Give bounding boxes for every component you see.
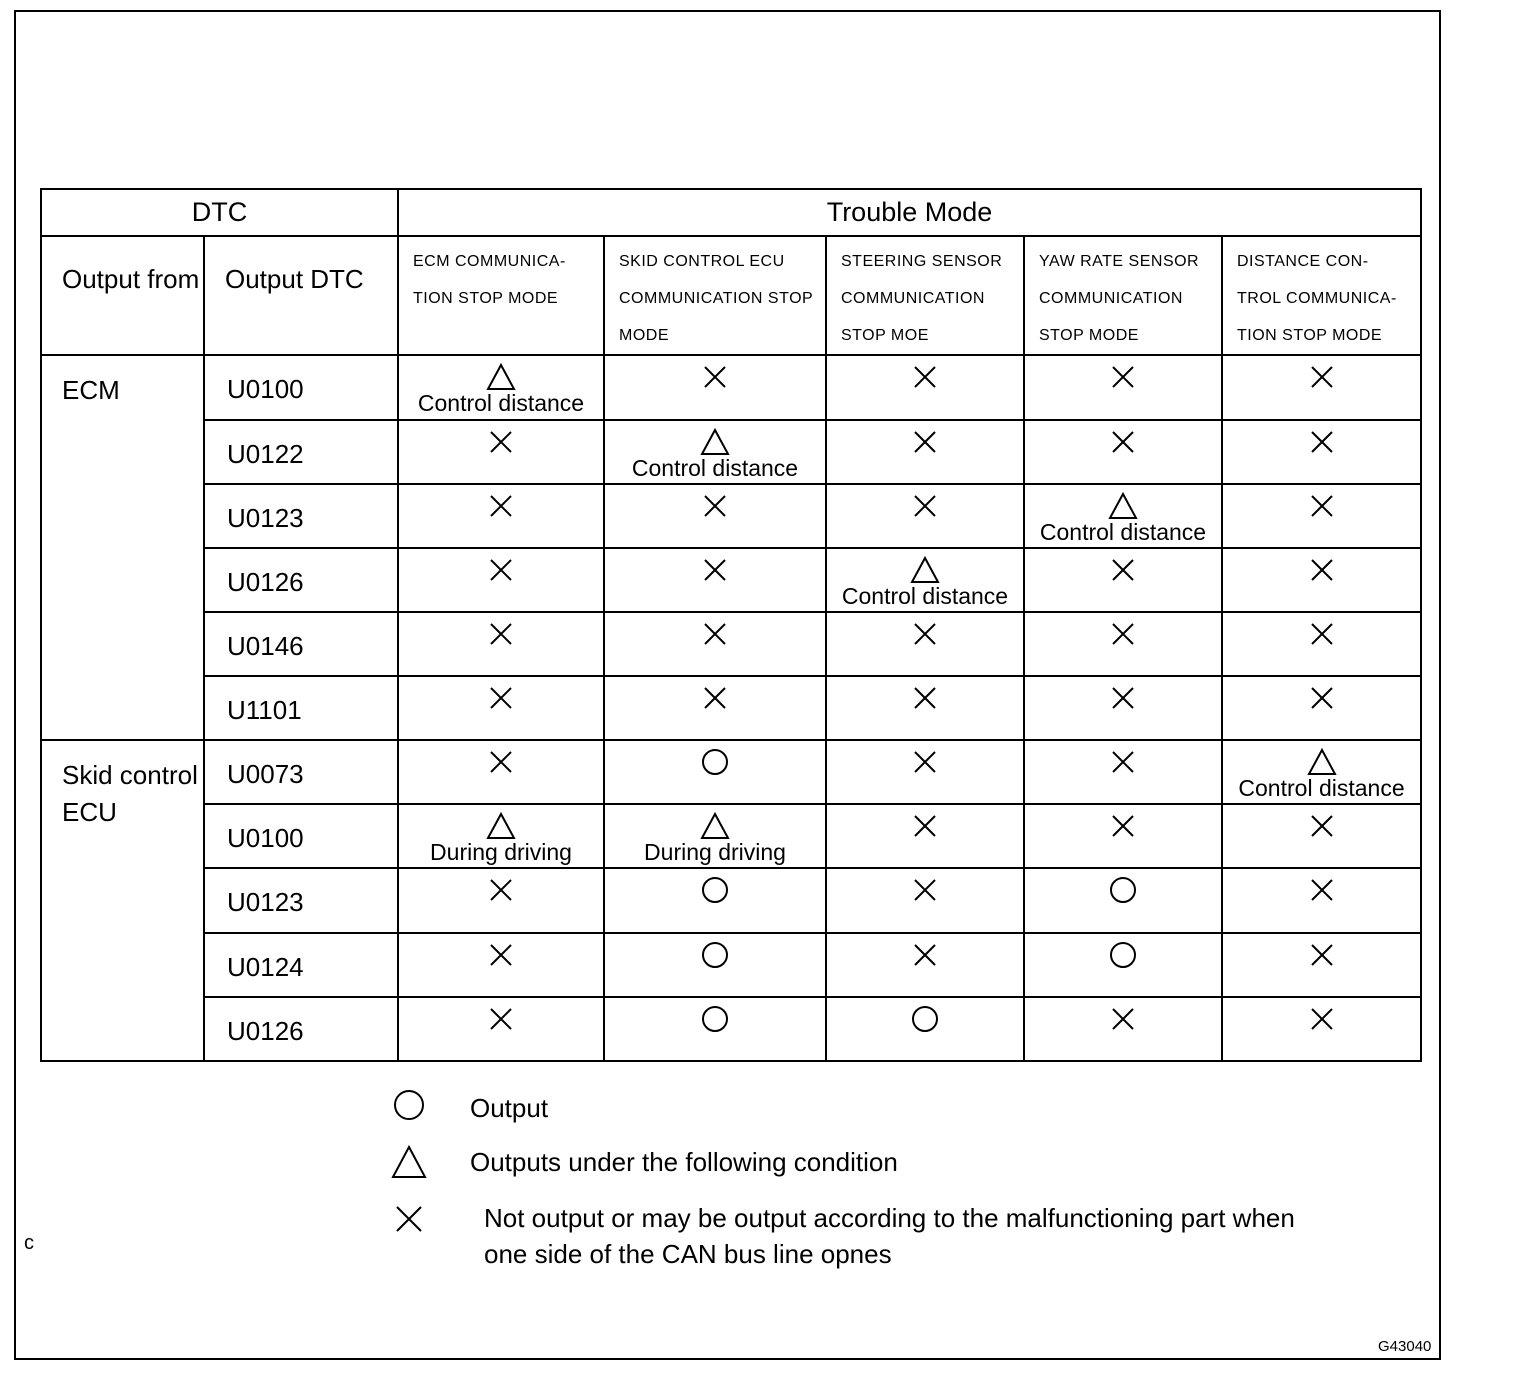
- cross-icon: [910, 683, 940, 713]
- triangle-icon: [486, 811, 516, 841]
- cross-icon: [390, 1200, 428, 1238]
- figure-id: G43040: [1378, 1338, 1432, 1355]
- dtc-code-cell: U0124: [204, 933, 398, 997]
- cross-icon: [700, 619, 730, 649]
- mode-result-cell: [398, 484, 604, 548]
- output-from-cell: Skid control ECU: [41, 740, 204, 1061]
- condition-note: Control distance: [1238, 775, 1405, 802]
- mode-result-cell: [1222, 484, 1421, 548]
- circle-icon: [700, 1004, 730, 1034]
- triangle-icon: [486, 362, 516, 392]
- condition-note: Control distance: [631, 454, 799, 481]
- mode-result-cell: [398, 355, 604, 419]
- cross-icon: [1307, 875, 1337, 905]
- cross-icon: [910, 747, 940, 777]
- circle-icon: [1108, 875, 1138, 905]
- mode-result-cell: [398, 804, 604, 868]
- output-from-cell: ECM: [41, 355, 204, 740]
- mode-result-cell: [604, 997, 826, 1061]
- table-row: [41, 355, 1421, 419]
- dtc-code-cell: U0122: [204, 420, 398, 484]
- cross-icon: [1108, 619, 1138, 649]
- mode-result-cell: [398, 933, 604, 997]
- mode-result-cell: [1222, 868, 1421, 932]
- mode-result-cell: [826, 997, 1024, 1061]
- triangle-icon: [1307, 747, 1337, 777]
- mode-result-cell: [1222, 676, 1421, 740]
- mode-result-cell: [604, 355, 826, 419]
- mode-result-cell: [826, 868, 1024, 932]
- dtc-code-cell: U0073: [204, 740, 398, 804]
- cross-icon: [1307, 491, 1337, 521]
- mode-result-cell: [1024, 484, 1222, 548]
- cross-icon: [486, 940, 516, 970]
- mode-result-cell: [604, 484, 826, 548]
- mode-heading-distance-control: DISTANCE CON-TROL COMMUNICA-TION STOP MODE: [1222, 236, 1421, 355]
- dtc-code-cell: U0123: [204, 484, 398, 548]
- mode-result-cell: [604, 548, 826, 612]
- mode-result-cell: [604, 804, 826, 868]
- dtc-trouble-mode-table: [40, 188, 1422, 1062]
- table-row: [41, 420, 1421, 484]
- legend-not-output-line1: Not output or may be output according to the malfunctioning part when: [484, 1203, 1295, 1233]
- cross-icon: [486, 619, 516, 649]
- table-row: [41, 676, 1421, 740]
- cross-icon: [486, 427, 516, 457]
- mode-heading-ecm: ECM COMMUNICA-TION STOP MODE: [398, 236, 604, 355]
- cross-icon: [1108, 747, 1138, 777]
- cross-icon: [700, 491, 730, 521]
- mode-heading-yaw-rate-sensor: YAW RATE SENSOR COMMUNICATION STOP MODE: [1024, 236, 1222, 355]
- table-row: [41, 804, 1421, 868]
- mode-result-cell: [1024, 612, 1222, 676]
- cross-icon: [1108, 683, 1138, 713]
- mode-result-cell: [826, 355, 1024, 419]
- triangle-icon: [700, 811, 730, 841]
- triangle-icon: [910, 555, 940, 585]
- mode-result-cell: [604, 676, 826, 740]
- cross-icon: [1307, 940, 1337, 970]
- cross-icon: [1108, 362, 1138, 392]
- mode-result-cell: [398, 740, 604, 804]
- cross-icon: [1307, 1004, 1337, 1034]
- mode-heading-steering-sensor: STEERING SENSOR COMMUNICATION STOP MOE: [826, 236, 1024, 355]
- table-row: [41, 612, 1421, 676]
- header-row-2: [41, 236, 1421, 355]
- dtc-code-cell: U0146: [204, 612, 398, 676]
- mode-result-cell: [398, 612, 604, 676]
- output-from-heading: Output from: [41, 236, 204, 355]
- condition-note: Control distance: [417, 390, 585, 417]
- condition-note: Control distance: [1039, 518, 1207, 545]
- mode-result-cell: [398, 868, 604, 932]
- mode-result-cell: [1222, 804, 1421, 868]
- circle-icon: [700, 747, 730, 777]
- dtc-code-cell: U0100: [204, 355, 398, 419]
- table-row: [41, 933, 1421, 997]
- cross-icon: [486, 747, 516, 777]
- mode-result-cell: [826, 420, 1024, 484]
- cross-icon: [1307, 619, 1337, 649]
- mode-result-cell: [1222, 740, 1421, 804]
- table-row: [41, 484, 1421, 548]
- cross-icon: [1307, 811, 1337, 841]
- mode-result-cell: [1222, 933, 1421, 997]
- circle-icon: [390, 1086, 428, 1124]
- mode-result-cell: [604, 612, 826, 676]
- mode-result-cell: [826, 612, 1024, 676]
- table-row: [41, 868, 1421, 932]
- trouble-mode-heading: Trouble Mode: [398, 189, 1421, 236]
- cross-icon: [910, 875, 940, 905]
- mode-result-cell: [826, 676, 1024, 740]
- mode-result-cell: [604, 933, 826, 997]
- condition-note: During driving: [430, 839, 572, 866]
- mode-result-cell: [826, 548, 1024, 612]
- mode-result-cell: [1024, 548, 1222, 612]
- mode-result-cell: [1024, 420, 1222, 484]
- mode-result-cell: [826, 740, 1024, 804]
- cross-icon: [910, 619, 940, 649]
- mode-result-cell: [1222, 548, 1421, 612]
- cross-icon: [1108, 1004, 1138, 1034]
- cross-icon: [1108, 427, 1138, 457]
- mode-result-cell: [1024, 997, 1222, 1061]
- circle-icon: [700, 940, 730, 970]
- cross-icon: [910, 362, 940, 392]
- table-row: [41, 740, 1421, 804]
- condition-note: During driving: [644, 839, 786, 866]
- mode-result-cell: [398, 997, 604, 1061]
- mode-result-cell: [1222, 420, 1421, 484]
- dtc-heading: DTC: [41, 189, 398, 236]
- legend-outputs-condition-text: Outputs under the following condition: [470, 1147, 898, 1177]
- dtc-code-cell: U0100: [204, 804, 398, 868]
- cross-icon: [910, 811, 940, 841]
- cross-icon: [1307, 555, 1337, 585]
- cross-icon: [910, 940, 940, 970]
- legend-output-text: Output: [470, 1093, 549, 1123]
- cross-icon: [1307, 362, 1337, 392]
- mode-result-cell: [398, 676, 604, 740]
- cross-icon: [700, 362, 730, 392]
- dtc-code-cell: U0126: [204, 997, 398, 1061]
- header-row-1: [41, 189, 1421, 236]
- cross-icon: [1108, 811, 1138, 841]
- mode-result-cell: [1024, 355, 1222, 419]
- mode-result-cell: [826, 933, 1024, 997]
- mode-result-cell: [1222, 355, 1421, 419]
- mode-result-cell: [604, 740, 826, 804]
- mode-result-cell: [826, 484, 1024, 548]
- condition-note: Control distance: [841, 582, 1009, 609]
- circle-icon: [700, 875, 730, 905]
- cross-icon: [486, 875, 516, 905]
- dtc-code-cell: U0126: [204, 548, 398, 612]
- mode-result-cell: [1024, 740, 1222, 804]
- cross-icon: [486, 555, 516, 585]
- cross-icon: [700, 683, 730, 713]
- legend-not-output-line2: one side of the CAN bus line opnes: [484, 1239, 892, 1269]
- mode-result-cell: [1024, 868, 1222, 932]
- cross-icon: [700, 555, 730, 585]
- dtc-code-cell: U1101: [204, 676, 398, 740]
- cross-icon: [486, 1004, 516, 1034]
- mode-heading-skid-control-ecu: SKID CONTROL ECU COMMUNICATION STOP MODE: [604, 236, 826, 355]
- table-row: [41, 548, 1421, 612]
- mode-result-cell: [1222, 997, 1421, 1061]
- circle-icon: [1108, 940, 1138, 970]
- cross-icon: [486, 683, 516, 713]
- cross-icon: [1108, 555, 1138, 585]
- cross-icon: [910, 427, 940, 457]
- mode-result-cell: [1024, 676, 1222, 740]
- mode-result-cell: [604, 868, 826, 932]
- cross-icon: [1307, 427, 1337, 457]
- mode-result-cell: [1024, 933, 1222, 997]
- triangle-icon: [390, 1144, 428, 1182]
- mode-result-cell: [1024, 804, 1222, 868]
- circle-icon: [910, 1004, 940, 1034]
- output-dtc-heading: Output DTC: [204, 236, 398, 355]
- triangle-icon: [700, 427, 730, 457]
- mode-result-cell: [604, 420, 826, 484]
- table-row: [41, 997, 1421, 1061]
- triangle-icon: [1108, 491, 1138, 521]
- cross-icon: [486, 491, 516, 521]
- mode-result-cell: [826, 804, 1024, 868]
- cross-icon: [1307, 683, 1337, 713]
- mode-result-cell: [1222, 612, 1421, 676]
- dtc-code-cell: U0123: [204, 868, 398, 932]
- mode-result-cell: [398, 420, 604, 484]
- mode-result-cell: [398, 548, 604, 612]
- corner-mark: c: [24, 1232, 34, 1254]
- cross-icon: [910, 491, 940, 521]
